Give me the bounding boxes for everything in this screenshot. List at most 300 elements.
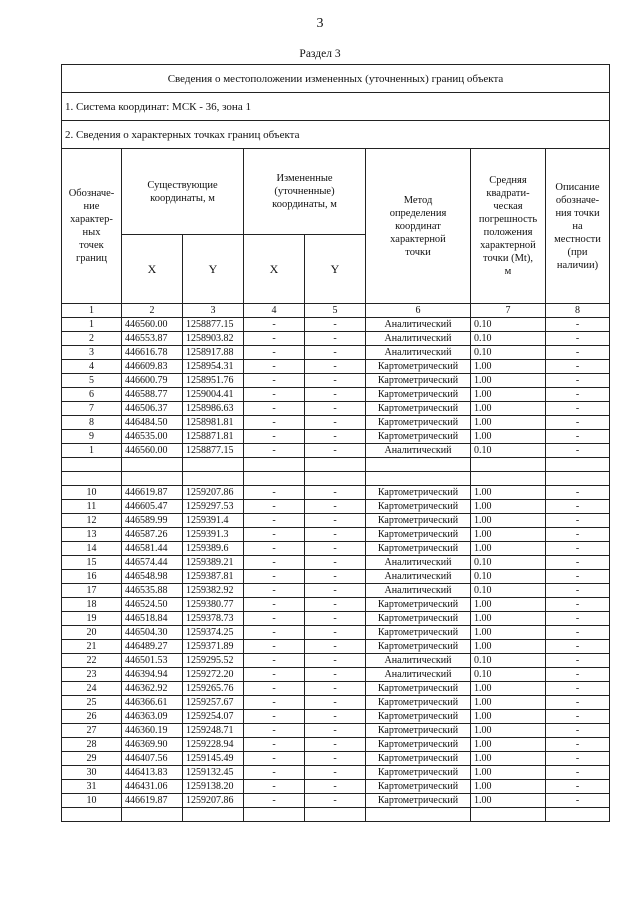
table-cell: 0.10 [471,584,546,598]
table-cell: 446560.00 [122,444,183,458]
table-cell: 0.10 [471,668,546,682]
table-cell: - [305,766,366,780]
table-cell: 446619.87 [122,486,183,500]
table-row [62,486,610,500]
table-cell: 1259228.94 [183,738,244,752]
table-row [62,388,610,402]
table-cell: Аналитический [366,584,471,598]
table-cell: 1.00 [471,430,546,444]
table-cell: - [546,360,610,374]
table-row [62,556,610,570]
table-cell: 446600.79 [122,374,183,388]
table-cell: Аналитический [366,444,471,458]
table-cell: - [305,542,366,556]
table-cell: 1.00 [471,766,546,780]
table-cell: 27 [62,724,122,738]
table-row [62,416,610,430]
table-cell: Картометрический [366,374,471,388]
table-cell: 446366.61 [122,696,183,710]
table-cell: 1259389.6 [183,542,244,556]
table-cell: Картометрический [366,416,471,430]
table-cell: 1259272.20 [183,668,244,682]
table-cell: 446619.87 [122,794,183,808]
table-cell: 1258871.81 [183,430,244,444]
table-cell: 0.10 [471,318,546,332]
header-changed-x: X [244,235,305,304]
table-cell: - [546,374,610,388]
table-cell: 25 [62,696,122,710]
table-cell: - [546,556,610,570]
table-row [62,332,610,346]
table-cell: 11 [62,500,122,514]
table-cell: - [244,500,305,514]
table-row [62,570,610,584]
table-cell: - [305,318,366,332]
table-cell: 1259248.71 [183,724,244,738]
table-cell: - [305,584,366,598]
table-cell: Картометрический [366,682,471,696]
table-cell: - [244,486,305,500]
point-group-1 [62,318,610,458]
table-cell: 1259391.4 [183,514,244,528]
table-row [62,584,610,598]
table-cell: 1 [62,318,122,332]
table-cell: Аналитический [366,570,471,584]
group-separator [62,458,610,486]
table-row [62,318,610,332]
table-cell: 4 [62,360,122,374]
table-cell: - [244,640,305,654]
table-cell: Картометрический [366,780,471,794]
table-cell: 446616.78 [122,346,183,360]
table-cell: - [305,696,366,710]
table-cell: 1259382.92 [183,584,244,598]
table-cell: 446588.77 [122,388,183,402]
table-cell: - [305,794,366,808]
table-cell: - [244,654,305,668]
table-cell: 446360.19 [122,724,183,738]
table-row [62,738,610,752]
table-cell: 0.10 [471,444,546,458]
table-cell: 1.00 [471,542,546,556]
table-cell: 1259391.3 [183,528,244,542]
table-cell: - [546,724,610,738]
table-row [62,374,610,388]
table-cell: - [305,430,366,444]
header-method: Метод определения координат характерной точки [366,149,471,304]
table-cell: - [546,780,610,794]
table-cell: 1.00 [471,752,546,766]
table-cell: 446548.98 [122,570,183,584]
table-cell: 446589.99 [122,514,183,528]
table-cell: 13 [62,528,122,542]
table-cell: - [546,668,610,682]
table-cell: 5 [62,374,122,388]
table-cell: 446506.37 [122,402,183,416]
column-number: 7 [471,304,546,318]
table-cell: 3 [62,346,122,360]
table-cell: Аналитический [366,346,471,360]
table-cell: - [546,640,610,654]
table-cell: 0.10 [471,570,546,584]
header-changed: Измененные (уточненные) координаты, м [244,149,366,235]
table-cell: 446413.83 [122,766,183,780]
table-cell: Картометрический [366,598,471,612]
table-cell: - [305,598,366,612]
table-cell: 1259387.81 [183,570,244,584]
table-cell: 1.00 [471,794,546,808]
table-cell: - [546,430,610,444]
table-cell: - [244,556,305,570]
table-cell: 1.00 [471,486,546,500]
coordinate-system: 1. Система координат: МСК - 36, зона 1 [62,93,610,121]
column-number: 5 [305,304,366,318]
table-row [62,654,610,668]
table-cell: - [546,542,610,556]
table-cell: 446524.50 [122,598,183,612]
table-cell: Картометрический [366,696,471,710]
table-cell: - [305,780,366,794]
table-cell: 446484.50 [122,416,183,430]
table-cell: 446489.27 [122,640,183,654]
table-cell: - [305,626,366,640]
table-cell: 1259380.77 [183,598,244,612]
boundary-points-table [61,64,610,822]
table-cell: 12 [62,514,122,528]
table-cell: 17 [62,584,122,598]
table-cell: Аналитический [366,654,471,668]
table-cell: 446581.44 [122,542,183,556]
table-cell: 1259378.73 [183,612,244,626]
header-existing-x: X [122,235,183,304]
table-cell: Аналитический [366,318,471,332]
table-cell: - [305,612,366,626]
table-row [62,514,610,528]
table-cell: - [305,710,366,724]
table-cell: Аналитический [366,668,471,682]
table-cell: 446394.94 [122,668,183,682]
table-cell: Картометрический [366,514,471,528]
table-cell: Аналитический [366,332,471,346]
table-cell: 1258917.88 [183,346,244,360]
table-cell: 1.00 [471,626,546,640]
table-cell: 10 [62,486,122,500]
table-cell: - [305,724,366,738]
table-cell: 1259254.07 [183,710,244,724]
table-cell: 446407.56 [122,752,183,766]
table-row [62,710,610,724]
header-point: Обозначе- ние характер- ных точек границ [62,149,122,304]
table-cell: - [546,584,610,598]
table-cell: 22 [62,654,122,668]
table-cell: 6 [62,388,122,402]
column-number: 1 [62,304,122,318]
table-row [62,500,610,514]
table-cell: - [244,514,305,528]
header-description: Описание обозначе- ния точки на местности (при наличии) [546,149,610,304]
table-cell: - [305,374,366,388]
table-cell: 31 [62,780,122,794]
table-cell: 1258981.81 [183,416,244,430]
table-cell: 446362.92 [122,682,183,696]
page-number: 3 [316,16,324,31]
table-cell: - [244,360,305,374]
table-cell: 1259138.20 [183,780,244,794]
table-row [62,794,610,808]
table-cell: - [305,486,366,500]
column-number: 3 [183,304,244,318]
table-title: Сведения о местоположении измененных (уточненных) границ объекта [62,65,610,93]
header-existing-y: Y [183,235,244,304]
table-cell: - [546,696,610,710]
table-row [62,724,610,738]
table-cell: - [244,542,305,556]
table-cell: - [305,752,366,766]
table-row [62,640,610,654]
table-cell: - [244,780,305,794]
table-cell: - [244,430,305,444]
table-cell: 24 [62,682,122,696]
table-cell: 1259257.67 [183,696,244,710]
table-cell: Картометрический [366,430,471,444]
table-cell: 2 [62,332,122,346]
table-cell: - [244,696,305,710]
table-cell: - [305,514,366,528]
table-cell: - [244,318,305,332]
table-cell: 16 [62,570,122,584]
table-cell: - [244,626,305,640]
table-row [62,752,610,766]
table-cell: - [546,570,610,584]
table-cell: - [546,416,610,430]
table-cell: 1.00 [471,500,546,514]
table-cell: - [546,444,610,458]
table-cell: 446609.83 [122,360,183,374]
table-cell: - [244,738,305,752]
table-cell: Картометрический [366,402,471,416]
table-cell: - [305,402,366,416]
table-cell: 1258903.82 [183,332,244,346]
table-cell: 1.00 [471,360,546,374]
table-cell: - [546,766,610,780]
table-cell: 1.00 [471,696,546,710]
table-row [62,766,610,780]
table-cell: - [546,318,610,332]
table-cell: - [305,556,366,570]
table-cell: 0.10 [471,654,546,668]
table-cell: - [305,682,366,696]
table-cell: 14 [62,542,122,556]
table-cell: Картометрический [366,724,471,738]
table-cell: 446535.88 [122,584,183,598]
table-cell: - [305,388,366,402]
table-cell: 0.10 [471,556,546,570]
table-cell: 446369.90 [122,738,183,752]
table-cell: - [546,710,610,724]
table-cell: 1.00 [471,780,546,794]
table-cell: Картометрический [366,626,471,640]
table-cell: 0.10 [471,332,546,346]
table-cell: - [244,444,305,458]
table-cell: - [546,514,610,528]
table-cell: Картометрический [366,612,471,626]
table-cell: - [305,332,366,346]
table-cell: 1.00 [471,374,546,388]
table-cell: - [546,388,610,402]
table-row [62,430,610,444]
table-cell: - [546,752,610,766]
table-cell: 18 [62,598,122,612]
column-number: 8 [546,304,610,318]
table-cell: 1259004.41 [183,388,244,402]
table-cell: - [546,738,610,752]
table-cell: - [244,598,305,612]
table-end-row [62,808,610,822]
table-cell: 1.00 [471,710,546,724]
table-cell: 446560.00 [122,318,183,332]
table-cell: 446587.26 [122,528,183,542]
table-cell: - [244,724,305,738]
table-cell: 1 [62,444,122,458]
table-cell: 1259374.25 [183,626,244,640]
table-cell: - [546,612,610,626]
table-cell: 1.00 [471,388,546,402]
table-cell: - [244,570,305,584]
table-cell: 1259207.86 [183,794,244,808]
header-error: Средняя квадрати- ческая погрешность положения характерной точки (Mt), м [471,149,546,304]
table-cell: - [305,444,366,458]
table-cell: 1259371.89 [183,640,244,654]
table-cell: - [305,668,366,682]
table-cell: - [244,612,305,626]
column-number: 2 [122,304,183,318]
table-cell: 446553.87 [122,332,183,346]
table-cell: 1258986.63 [183,402,244,416]
table-row [62,696,610,710]
table-cell: Картометрический [366,542,471,556]
table-cell: 15 [62,556,122,570]
table-cell: - [244,710,305,724]
table-row [62,682,610,696]
table-cell: - [546,794,610,808]
table-cell: 1259132.45 [183,766,244,780]
table-cell: - [244,416,305,430]
table-cell: 1259389.21 [183,556,244,570]
table-cell: 1.00 [471,402,546,416]
table-cell: Картометрический [366,528,471,542]
table-cell: 10 [62,794,122,808]
table-cell: Картометрический [366,486,471,500]
table-row [62,402,610,416]
table-cell: 1259295.52 [183,654,244,668]
table-cell: - [244,332,305,346]
table-cell: - [546,682,610,696]
table-cell: 1258877.15 [183,318,244,332]
column-number: 4 [244,304,305,318]
table-cell: Картометрический [366,360,471,374]
table-cell: - [244,402,305,416]
table-cell: - [244,668,305,682]
table-cell: Картометрический [366,766,471,780]
table-row [62,612,610,626]
header-changed-y: Y [305,235,366,304]
table-cell: - [305,654,366,668]
point-group-2 [62,486,610,808]
table-cell: - [244,528,305,542]
table-cell: - [244,346,305,360]
table-row [62,360,610,374]
table-cell: - [305,360,366,374]
points-section-title: 2. Сведения о характерных точках границ объекта [62,121,610,149]
table-cell: 0.10 [471,346,546,360]
table-cell: Аналитический [366,556,471,570]
table-cell: Картометрический [366,710,471,724]
table-cell: 1259265.76 [183,682,244,696]
table-cell: - [244,584,305,598]
table-cell: 1.00 [471,416,546,430]
table-cell: - [546,346,610,360]
table-cell: 446574.44 [122,556,183,570]
table-cell: - [244,388,305,402]
table-cell: 1259145.49 [183,752,244,766]
table-cell: 23 [62,668,122,682]
table-row [62,626,610,640]
section-heading: Раздел 3 [299,48,341,60]
table-cell: 8 [62,416,122,430]
table-row [62,346,610,360]
table-cell: - [546,486,610,500]
table-cell: 1258877.15 [183,444,244,458]
table-cell: 20 [62,626,122,640]
table-cell: 446518.84 [122,612,183,626]
table-cell: - [244,766,305,780]
table-cell: 446501.53 [122,654,183,668]
table-row [62,542,610,556]
table-cell: 1259297.53 [183,500,244,514]
table-cell: - [546,626,610,640]
table-row [62,780,610,794]
table-cell: 19 [62,612,122,626]
table-cell: 446605.47 [122,500,183,514]
table-cell: 1.00 [471,598,546,612]
table-cell: - [305,738,366,752]
table-cell: - [546,528,610,542]
table-cell: 26 [62,710,122,724]
table-cell: 1.00 [471,738,546,752]
table-cell: 1259207.86 [183,486,244,500]
table-cell: - [305,416,366,430]
table-cell: - [305,640,366,654]
table-row [62,598,610,612]
table-cell: Картометрический [366,500,471,514]
table-cell: - [244,374,305,388]
table-cell: Картометрический [366,738,471,752]
table-cell: 1.00 [471,640,546,654]
table-cell: Картометрический [366,388,471,402]
table-cell: 1.00 [471,612,546,626]
table-cell: 30 [62,766,122,780]
table-cell: 28 [62,738,122,752]
table-row [62,528,610,542]
table-cell: 1.00 [471,528,546,542]
table-cell: - [305,500,366,514]
table-cell: 446535.00 [122,430,183,444]
column-number: 6 [366,304,471,318]
table-cell: - [546,402,610,416]
table-cell: 9 [62,430,122,444]
table-cell: - [546,598,610,612]
table-cell: 446363.09 [122,710,183,724]
